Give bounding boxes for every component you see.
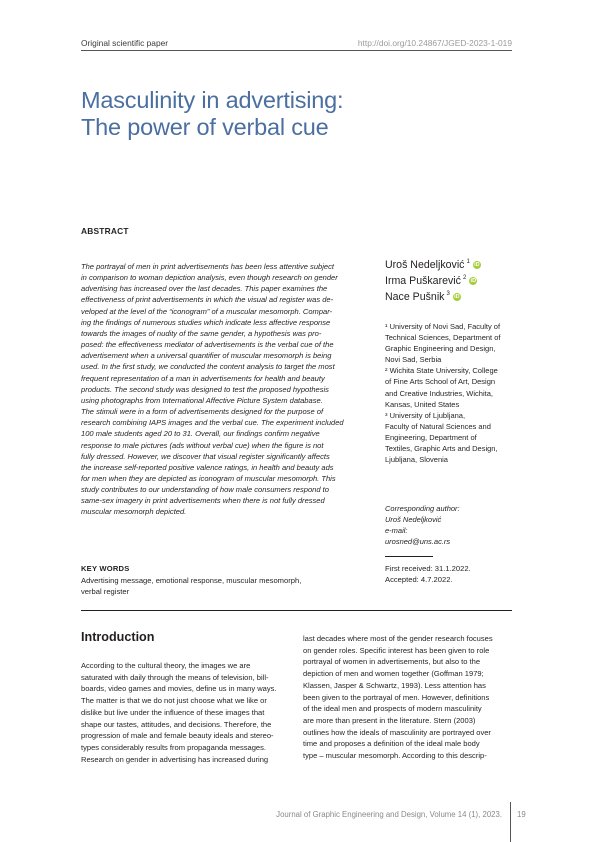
text-line: depiction of men and women together (Goffman 1979; [303, 669, 484, 679]
text-line: are more than present in the literature. Stern (2003) [303, 715, 476, 725]
introduction-column-1 [81, 660, 289, 765]
text-line: verbal register [81, 587, 130, 596]
footer-divider [510, 802, 511, 842]
text-line: Faculty of Natural Sciences and [385, 421, 491, 431]
text-line: The portrayal of men in print advertisements has been less attentive subject [81, 262, 334, 271]
orcid-icon[interactable]: iD [454, 294, 460, 300]
text-line: The power of verbal cue [81, 114, 329, 140]
text-line: effectiveness of print advertisements in which the visual ad register was de- [81, 295, 334, 305]
text-line: last decades where most of the gender research focuses [303, 634, 493, 643]
affiliation-marker: 3 [446, 291, 450, 297]
text-line: Graphic Engineering and Design, [385, 344, 496, 354]
text-line: Engineering, Department of [385, 432, 477, 442]
orcid-icon[interactable]: iD [470, 278, 477, 284]
author-2 [385, 273, 515, 289]
text-line: posed: the effectiveness mediator of advertisements is the verbal cue of the [81, 340, 334, 350]
keywords-text [81, 575, 361, 597]
text-line: using photographs from International Affective Picture System database. [81, 395, 323, 405]
affiliations [385, 321, 515, 465]
text-line: The matter is that we do not just choose what we like or [81, 696, 267, 706]
text-line: dislike but live under the influence of these images that [81, 707, 265, 717]
header-divider [81, 50, 512, 51]
text-line: ² Wichita State University, College [385, 366, 498, 376]
text-line: fully dressed. However, we discover that visual register significantly affects [81, 451, 330, 461]
abstract-text [81, 261, 373, 518]
text-line: Textiles, Graphic Arts and Design, [385, 444, 498, 454]
text-line: same-sex imagery in print advertisements when there is not fully dressed [81, 496, 325, 506]
text-line: products. The second study was designed to test the proposed hypothesis [81, 384, 329, 394]
text-line: Kansas, United States [385, 399, 460, 409]
corresponding-author [385, 503, 515, 547]
text-line: on gender roles. Specific interest has been given to role [303, 645, 490, 655]
text-line: Research on gender in advertising has increased during [81, 754, 269, 764]
text-line: boards, video games and movies, define us in many ways. [81, 684, 277, 694]
orcid-icon[interactable]: iD [474, 262, 480, 268]
text-line: portrayal of women in advertisements, but also to the [303, 657, 481, 667]
section-divider [81, 610, 512, 611]
text-line: of Fine Arts School of Art, Design [385, 377, 496, 387]
paper-title [81, 87, 411, 141]
text-line: advertising has increased over the last decades. This paper examines the [81, 284, 328, 294]
introduction-heading: Introduction [81, 630, 155, 644]
introduction-column-2 [303, 633, 511, 762]
text-line: towards the images of nudity of the same gender, a hypothesis was pro- [81, 328, 322, 338]
text-line: Novi Sad, Serbia [385, 355, 442, 365]
keywords-heading: KEY WORDS [81, 564, 130, 573]
text-line: ³ University of Ljubljana, [385, 410, 466, 420]
text-line: Masculinity in advertising: [81, 87, 344, 113]
received-date: First received: 31.1.2022. [385, 564, 471, 573]
text-line: time and proposes a definition of the ideal male body [303, 739, 480, 749]
abstract-heading: ABSTRACT [81, 226, 129, 236]
text-line: Ljubljana, Slovenia [385, 455, 448, 465]
author-3 [385, 289, 515, 305]
text-line: progression of male and female beauty ideals and stereo- [81, 731, 274, 741]
text-line: of the ideal men and prospects of modern masculinity [303, 704, 482, 714]
affiliation-marker: 2 [462, 275, 467, 281]
article-dates [385, 563, 515, 585]
text-line: type – muscular mesomorph. According to this descrip- [303, 751, 487, 761]
text-line: The stimuli were in a form of advertisements designed for the purpose of [81, 407, 324, 417]
text-line: Technical Sciences, Department of [385, 333, 501, 343]
text-line: the increase self-reported positive valence ratings, in health and beauty ads [81, 462, 334, 472]
text-line: and Creative Industries, Wichita, [385, 388, 493, 398]
text-line: advertisement when a universal quantifier of muscular mesomorph is being [81, 351, 332, 361]
author-name: Nace Pušnik [385, 291, 445, 303]
text-line: used. In the first study, we conducted the content analysis to target the most [81, 362, 335, 372]
dates-divider [385, 556, 433, 557]
affiliation-marker: 1 [466, 259, 470, 265]
text-line: frequent representation of a man in advertisements for health and beauty [81, 373, 325, 383]
text-line: shape our tastes, attitudes, and decisions. Therefore, the [81, 719, 272, 729]
text-line: saturated with daily through the means of television, bill- [81, 672, 269, 682]
text-line: ¹ University of Novi Sad, Faculty of [385, 322, 501, 331]
text-line: Corresponding author: [385, 504, 460, 513]
text-line: been given to the portrayal of men. However, definitions [303, 692, 490, 702]
text-line: in comparison to woman depiction analysis, even though research on gender [81, 273, 338, 283]
text-line: Advertising message, emotional response, muscular mesomorph, [81, 576, 302, 585]
text-line: Klassen, Jasper & Schwartz, 1993). Less attention has [303, 680, 486, 690]
text-line: response to male pictures (ads without verbal cue) when the figure is not [81, 440, 324, 450]
text-line: Uroš Nedeljković [385, 515, 442, 525]
text-line: muscular mesomorph depicted. [81, 507, 187, 517]
text-line: research combining IAPS images and the verbal cue. The experiment included [81, 418, 344, 428]
text-line: study contributes to our understanding of how male consumers respond to [81, 485, 329, 495]
text-line: e-mail: [385, 526, 408, 536]
text-line: According to the cultural theory, the images we are [81, 661, 251, 670]
text-line: outlines how the ideals of masculinity are portrayed over [303, 727, 491, 737]
author-name: Uroš Nedeljković [385, 259, 465, 271]
author-name: Irma Puškarević [385, 275, 461, 287]
text-line: 100 male students aged 20 to 31. Overall, our findings confirm negative [81, 429, 320, 439]
author-1 [385, 257, 515, 273]
text-line: ing the findings of numerous studies which indicate less affective response [81, 317, 331, 327]
doi-link[interactable]: http://doi.org/10.24867/JGED-2023-1-019 [357, 38, 512, 48]
text-line: urosned@uns.ac.rs [385, 537, 451, 547]
accepted-date: Accepted: 4.7.2022. [385, 575, 453, 585]
article-type: Original scientific paper [81, 38, 169, 48]
author-list [385, 257, 515, 305]
page-number: 19 [517, 810, 526, 819]
text-line: veloped at the level of the “iconogram” of a muscular mesomorph. Compar- [81, 306, 333, 316]
text-line: for men when they are depicted as iconogram of muscular mesomorph. This [81, 473, 336, 483]
text-line: types considerably results from propaganda messages. [81, 742, 266, 752]
journal-footer: Journal of Graphic Engineering and Design, Volume 14 (1), 2023. [276, 810, 502, 819]
